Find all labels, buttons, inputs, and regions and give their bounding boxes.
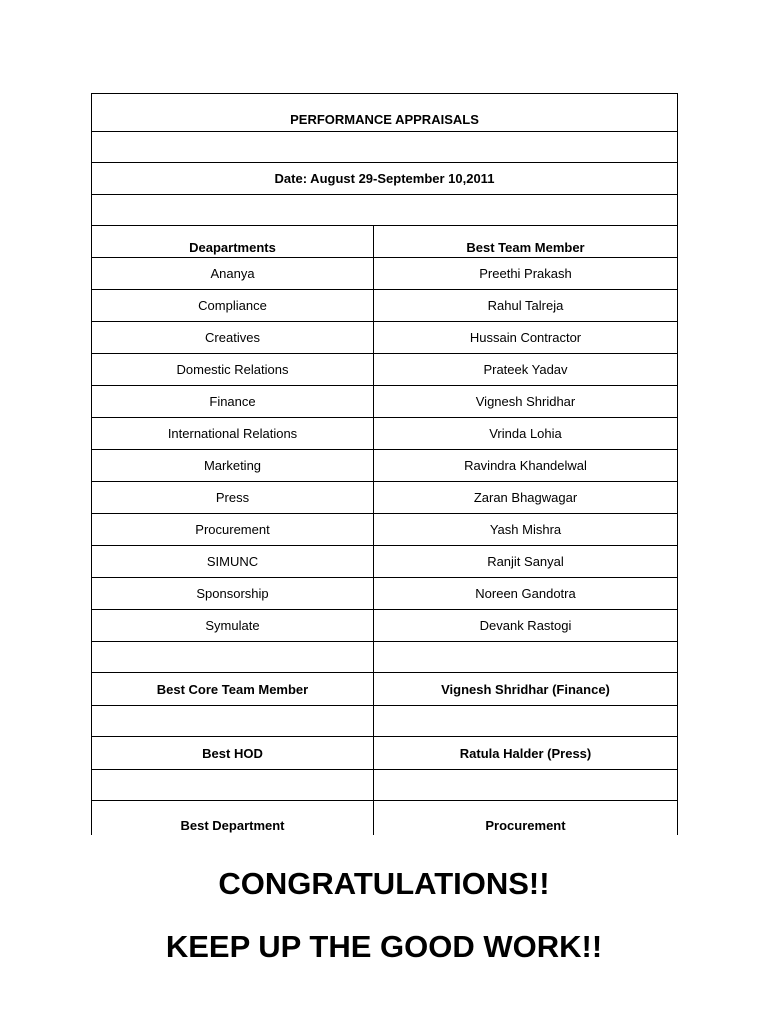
keep-up-text: KEEP UP THE GOOD WORK!! xyxy=(165,929,603,964)
member-cell: Noreen Gandotra xyxy=(475,586,576,601)
congratulations-text: CONGRATULATIONS!! xyxy=(218,866,550,901)
member-cell: Zaran Bhagwagar xyxy=(473,490,578,505)
page-title: PERFORMANCE APPRAISALS xyxy=(290,112,479,127)
member-cell: Vrinda Lohia xyxy=(489,426,562,441)
best-department-value: Procurement xyxy=(485,818,566,833)
award-row-hod xyxy=(92,737,677,770)
spacer-row xyxy=(92,770,677,801)
departments-header: Deapartments xyxy=(92,226,374,257)
department-cell: Finance xyxy=(92,386,374,417)
member-cell: Preethi Prakash xyxy=(479,266,572,281)
table-row xyxy=(92,290,677,322)
spacer-row xyxy=(92,132,677,163)
date-row xyxy=(92,163,677,195)
member-cell: Rahul Talreja xyxy=(487,298,564,313)
table-row xyxy=(92,482,677,514)
table-row xyxy=(92,386,677,418)
table-row xyxy=(92,354,677,386)
member-cell: Prateek Yadav xyxy=(483,362,568,377)
spacer-row xyxy=(92,706,677,737)
member-cell: Yash Mishra xyxy=(489,522,562,537)
department-cell: Ananya xyxy=(92,258,374,289)
table-row xyxy=(92,418,677,450)
department-cell: Marketing xyxy=(92,450,374,481)
member-cell: Vignesh Shridhar xyxy=(475,394,576,409)
date-text: Date: August 29-September 10,2011 xyxy=(274,171,495,186)
department-cell: Procurement xyxy=(92,514,374,545)
best-hod-value: Ratula Halder (Press) xyxy=(459,745,592,761)
spacer-row xyxy=(92,195,677,226)
best-core-label: Best Core Team Member xyxy=(92,673,374,705)
award-row-core xyxy=(92,673,677,706)
member-cell: Hussain Contractor xyxy=(469,330,582,345)
best-hod-label: Best HOD xyxy=(92,737,374,769)
best-core-value: Vignesh Shridhar (Finance) xyxy=(441,681,610,697)
award-row-department xyxy=(92,801,677,835)
department-cell: SIMUNC xyxy=(92,546,374,577)
table-row xyxy=(92,322,677,354)
department-cell: Symulate xyxy=(92,610,374,641)
department-cell: Compliance xyxy=(92,290,374,321)
table-row xyxy=(92,546,677,578)
department-cell: Sponsorship xyxy=(92,578,374,609)
department-cell: Domestic Relations xyxy=(92,354,374,385)
title-row xyxy=(92,94,677,132)
member-cell: Ranjit Sanyal xyxy=(487,554,564,569)
table-row xyxy=(92,514,677,546)
spacer-row xyxy=(92,642,677,673)
best-department-label: Best Department xyxy=(92,801,374,835)
header-row xyxy=(92,226,677,258)
department-cell: International Relations xyxy=(92,418,374,449)
table-row xyxy=(92,578,677,610)
department-cell: Press xyxy=(92,482,374,513)
appraisal-table xyxy=(91,93,678,835)
table-row xyxy=(92,450,677,482)
table-row xyxy=(92,610,677,642)
member-cell: Devank Rastogi xyxy=(479,618,572,633)
best-team-member-header: Best Team Member xyxy=(466,240,585,255)
table-row xyxy=(92,258,677,290)
member-cell: Ravindra Khandelwal xyxy=(464,458,587,473)
department-cell: Creatives xyxy=(92,322,374,353)
